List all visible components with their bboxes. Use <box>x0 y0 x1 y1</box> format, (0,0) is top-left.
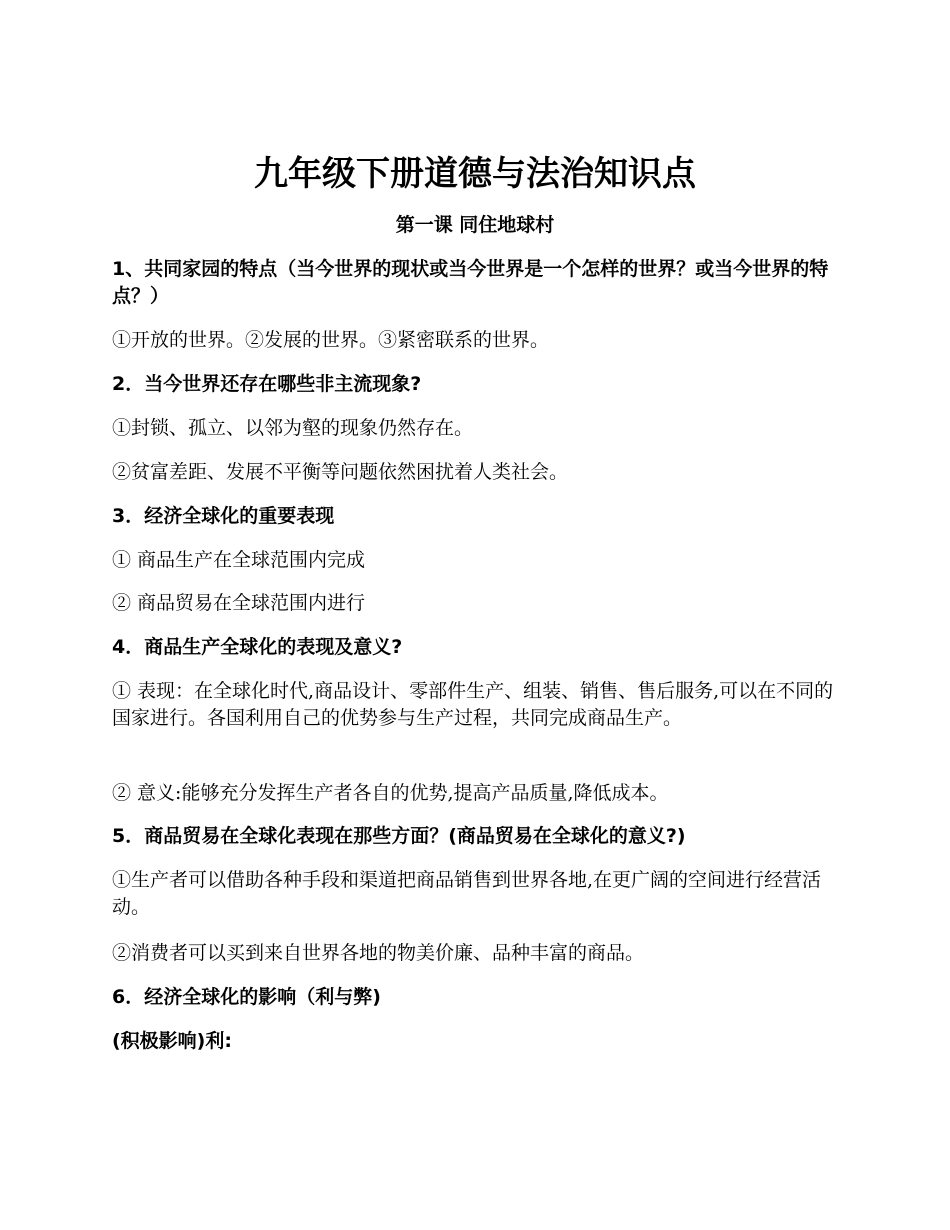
question-2-answer-1: ①封锁、孤立、以邻为壑的现象仍然存在。 <box>112 417 474 439</box>
question-1-answer: ①开放的世界。②发展的世界。③紧密联系的世界。 <box>112 329 550 351</box>
question-2-heading: 2．当今世界还存在哪些非主流现象? <box>112 373 422 395</box>
question-3-answer-1: ① 商品生产在全球范围内完成 <box>112 549 366 571</box>
question-1-heading: 1、共同家园的特点（当今世界的现状或当今世界是一个怎样的世界？或当今世界的特点？） <box>112 258 829 307</box>
question-5-answer-1: ①生产者可以借助各种手段和渠道把商品销售到世界各地,在更广阔的空间进行经营活动。 <box>112 869 822 918</box>
question-4-answer-1: ① 表现：在全球化时代,商品设计、零部件生产、组装、销售、售后服务,可以在不同的国家进行。各国利用自己的优势参与生产过程，共同完成商品生产。 <box>112 680 834 729</box>
question-2-answer-2: ②贫富差距、发展不平衡等问题依然困扰着人类社会。 <box>112 461 569 483</box>
question-6-heading: 6．经济全球化的影响（利与弊) <box>112 986 381 1008</box>
document-title: 九年级下册道德与法治知识点 <box>254 154 696 194</box>
question-5-heading: 5．商品贸易在全球化表现在那些方面？(商品贸易在全球化的意义?) <box>112 825 686 847</box>
question-4-answer-2: ② 意义:能够充分发挥生产者各自的优势,提高产品质量,降低成本。 <box>112 782 669 804</box>
question-3-heading: 3．经济全球化的重要表现 <box>112 505 335 527</box>
question-5-answer-2: ②消费者可以买到来自世界各地的物美价廉、品种丰富的商品。 <box>112 942 645 964</box>
lesson-title: 第一课 同住地球村 <box>395 214 555 236</box>
question-4-heading: 4．商品生产全球化的表现及意义? <box>112 636 403 658</box>
positive-impact-label: (积极影响)利: <box>112 1030 232 1052</box>
question-3-answer-2: ② 商品贸易在全球范围内进行 <box>112 592 366 614</box>
